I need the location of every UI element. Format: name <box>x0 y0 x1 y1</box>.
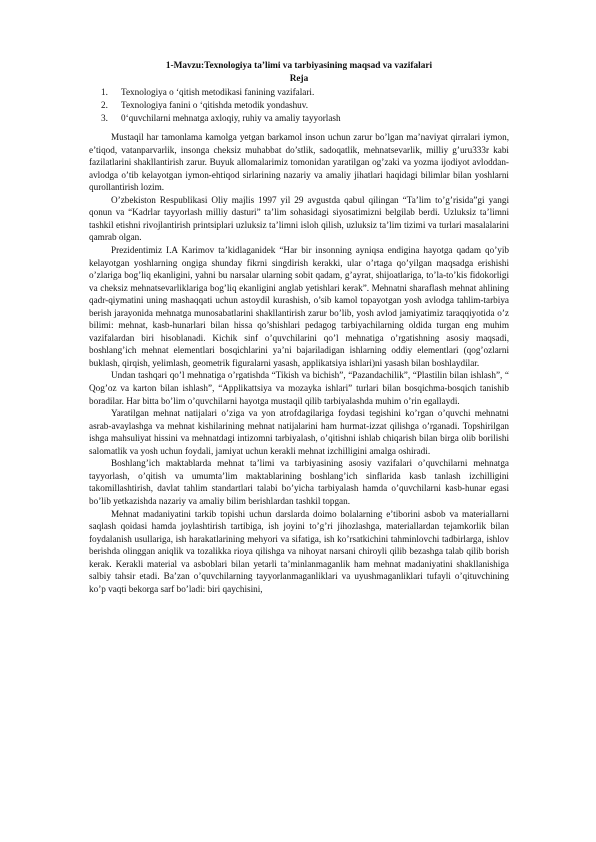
body-paragraph: Yaratilgan mehnat natijalari o’ziga va yon atrofdagilariga foydasi tegishini ko’rgan o’quvchi mehnatni asrab-avaylashga va mehnat kishilarining mehnat natijalarini ham hurmat-izzat qilishga o’rganadi. Topshirilgan ishga mahsuliyat hissini va mehnatdagi intizomni tarbiyalash, o’qitishni ishlab chiqarish bilan birga olib borilishi salomatlik va yosh uchun foydali, jamiyat uchun kerakli mehnat izchilligini amalga oshiradi. <box>89 408 509 456</box>
body-paragraph: Mustaqil har tamonlama kamolga yetgan barkamol inson uchun zarur bo’lgan ma’naviyat qirralari iymon, e’tiqod, vatanparvarlik, insonga cheksiz muhabbat do’stlik, sadoqatlik, mehnatsevarlik, milliy g’uru333r kabi fazilatlarini shakllantirish zarur. Buyuk allomalarimiz tomonidan yaratilgan og’zaki va yozma ijodiyot avloddan-avlodga o’tib kelayotgan iymon-ehtiqod sirlarining nazariy va amaliy jihatlari haqidagi bilimlar bilan yoshlarni qurollantirish lozim. <box>89 132 509 193</box>
body-paragraph: Undan tashqari qo’l mehnatiga o’rgatishda “Tikish va bichish”, “Pazandachilik”, “Plastilin bilan ishlash”, “ Qog’oz va karton bilan ishlash”, “Applikattsiya va mozayka ishlari” turlari bilan bosqichma-bosqich tanishib boradilar. Har bitta bo’lim o’quvchilarni hayotga mustaqil qilib tarbiyalashda muhim o’rin egallaydi. <box>89 370 509 406</box>
plan-heading: Reja <box>289 73 309 84</box>
body-paragraph: Prezidentimiz I.A Karimov ta’kidlaganidek “Har bir insonning ayniqsa endigina hayotga qadam qo’yib kelayotgan yoshlarning ongiga shunday fikrni singdirish kerakki, ular o’rtaga qo’yilgan maqsadga erishishi o’zlariga bog’liq ekanligini, yahni bu narsalar ularning sobit qadam, g’ayrat, shijoatlariga, to’la-to’kis fidokorligi va cheksiz mehnatsevarliklariga bog’liq ekanligini anglab yetishlari kerak”. Mehnatni sharaflash mehnat ahlining qadr-qiymatini uning mashaqqati uchun astoydil kurashish, o’sib kamol topayotgan yosh avlodga tahlim-tarbiya berish jarayonida mehnatga munosabatlarini shakllantirish zarur bo’lib, yosh avlod jamiyatimiz taraqqiyotida o’z bilimi: mehnat, kasb-hunarlari bilan hissa qo’shishlari pedagog tarbiyachilarning oldida turgan eng muhim vazifalardan biri hisoblanadi. Kichik sinf o’quvchilarini qo’l mehnatiga o’rgatishning asosiy maqsadi, boshlang’ich mehnat elementlari bosqichlarini ya’ni bajariladigan ishlarning oddiy elementlari (qog’ozlarni buklash, qirqish, yelimlash, geometrik figuralarni yasash, applikatsiya ishlari)ni yasash bilan boshlaydilar. <box>89 245 509 368</box>
body-paragraph: O’zbekiston Respublikasi Oliy majlis 1997 yil 29 avgustda qabul qilingan “Ta’lim to’g’risida”gi yangi qonun va “Kadrlar tayyorlash milliy dasturi” ta’lim sohasidagi siyosatimizni belgilab berdi. Uzluksiz ta’limni tashkil etishni rivojlantirish printsiplari uzluksiz ta’limni isloh qilish, uzluksiz ta’lim tizimi va turlari masalalarini qamrab olgan. <box>89 194 509 243</box>
plan-item <box>101 112 509 125</box>
plan-item-text: Texnologiya fanini o ‘qitishda metodik yondashuv. <box>121 100 309 111</box>
document-content <box>89 60 509 595</box>
document-title: 1-Mavzu:Texnologiya ta’limi va tarbiyasining maqsad va vazifalari <box>165 61 433 71</box>
plan-item-number: 2. <box>101 100 108 111</box>
body-paragraph: Mehnat madaniyatini tarkib topishi uchun darslarda doimo bolalarning e’tiborini asbob va materiallarni saqlash qoidasi hamda joylashtirish tartibiga, ish joyini to’g’ri jihozlashga, materiallardan tejamkorlik bilan foydalanish usullariga, ish harakatlarining mehyori va sifatiga, ish ko’rsatkichini tahminlovchi tadbirlarga, ishlov berishda olinggan aniqlik va tozalikka rioya qilishga va nihoyat narsani chiroyli qilib bezashga talab qilib borish kerak. Kerakli material va asboblari bilan yetarli ta’minlanmaganlik ham mehnat madaniyatini shakllanishiga salbiy tahsir etadi. Ba’zan o’quvchilarning tayyorlanmaganliklari va uyushmaganliklari tufayli o’qituvchining ko’p vaqti bekorga sarf bo’ladi: biri qaychisini, <box>89 508 509 594</box>
body-paragraph: Boshlang’ich maktablarda mehnat ta’limi va tarbiyasining asosiy vazifalari o’quvchilarni mehnatga tayyorlash, o’qitish va umumta’lim maktablarining boshlang’ich sinflarida kasb tanlash izchilligini takomillashtirish, davlat tahlim standartlari talabi bo’yicha tarbiyalash hamda o’quvchilarni kasb-hunar egasi bo’lib yetkazishda nazariy va amaliy bilim berishlardan tashkil topgan. <box>89 458 509 506</box>
plan-item-text: 0‘quvchilarni mehnatga axloqiy, ruhiy va amaliy tayyorlash <box>121 113 341 124</box>
plan-item-number: 3. <box>101 113 108 124</box>
plan-list <box>89 86 509 125</box>
plan-item-text: Texnologiya o ‘qitish metodikasi fanining vazifalari. <box>121 87 315 98</box>
plan-item <box>101 99 509 112</box>
plan-item <box>101 86 509 99</box>
plan-item-number: 1. <box>101 87 108 98</box>
